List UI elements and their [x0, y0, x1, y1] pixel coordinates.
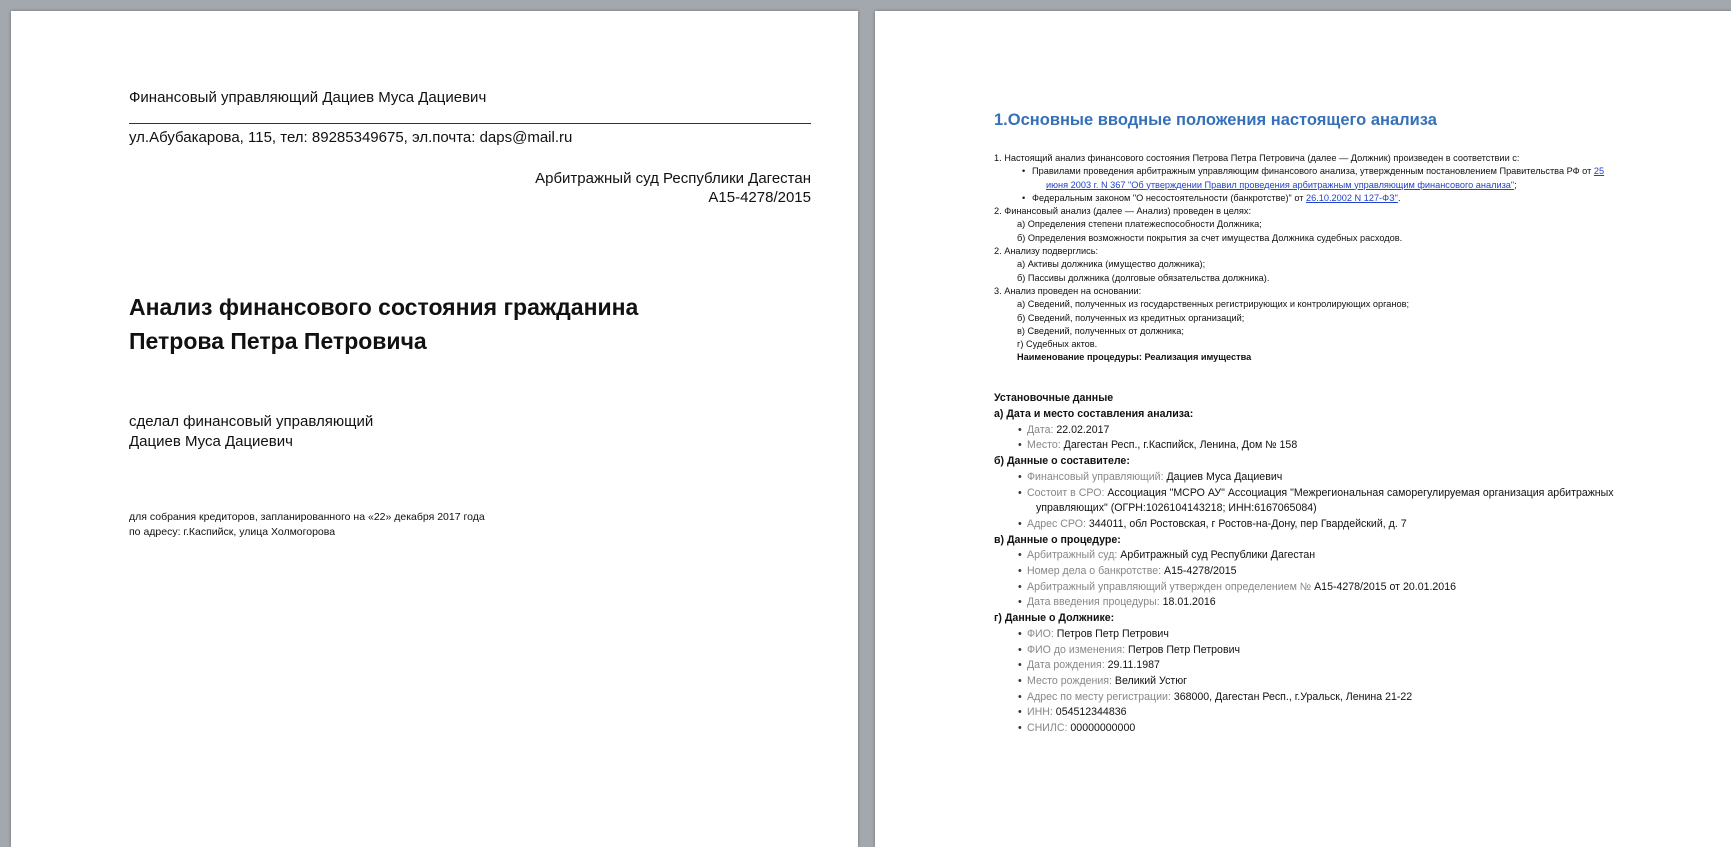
intro-text: а) Определения степени платежеспособности Должника; — [1017, 219, 1262, 230]
intro-line — [994, 272, 1694, 285]
address-line: ул.Абубакарова, 115, тел: 89285349675, эл.почта: daps@mail.ru — [129, 129, 573, 146]
setup-item-value: 054512344836 — [1052, 706, 1127, 719]
header-rule — [129, 123, 811, 124]
intro-line — [994, 258, 1694, 271]
setup-item — [994, 486, 1694, 502]
setup-item-label: Дата рождения: — [1027, 659, 1105, 672]
setup-item-label: СНИЛС: — [1027, 722, 1068, 735]
setup-item-label: Состоит в СРО: — [1027, 486, 1105, 499]
intro-tail: ; — [1514, 179, 1517, 190]
setup-item — [994, 470, 1694, 486]
setup-item-value: Дациев Муса Дациевич — [1163, 470, 1283, 483]
intro-text: б) Сведений, полученных из кредитных организаций; — [1017, 312, 1245, 323]
setup-item-continuation: управляющих" (ОГРН:1026104143218; ИНН:6167065084) — [1036, 502, 1317, 515]
case-number: А15-4278/2015 — [708, 189, 811, 206]
setup-title: Установочные данные — [994, 392, 1114, 404]
setup-item — [994, 595, 1694, 611]
document-title-line-1: Анализ финансового состояния гражданина — [129, 294, 639, 320]
intro-link[interactable]: 25 — [1593, 166, 1605, 177]
intro-line — [994, 179, 1694, 192]
setup-item-value: 22.02.2017 — [1053, 423, 1110, 436]
intro-link[interactable]: июня 2003 г. N 367 "Об утверждении Правил проведения арбитражным управляющим финансового анализа" — [1046, 179, 1515, 190]
setup-item — [994, 423, 1694, 439]
intro-line — [994, 325, 1694, 338]
setup-item — [994, 580, 1694, 596]
intro-line — [994, 351, 1694, 364]
document-page-2 — [875, 11, 1731, 847]
setup-heading: б) Данные о составителе: — [994, 455, 1130, 468]
intro-text: Правилами проведения арбитражным управляющим финансового анализа, утвержденным постановлением Правительства РФ от — [1032, 166, 1594, 177]
setup-item — [994, 564, 1694, 580]
setup-item-label: Место рождения: — [1027, 674, 1112, 687]
setup-heading: г) Данные о Должнике: — [994, 612, 1115, 625]
intro-text: б) Определения возможности покрытия за счет имущества Должника судебных расходов. — [1017, 232, 1403, 243]
intro-line — [994, 245, 1694, 258]
intro-link[interactable]: 26.10.2002 N 127-ФЗ" — [1306, 192, 1398, 203]
intro-line — [994, 152, 1694, 165]
section-title: 1.Основные вводные положения настоящего анализа — [994, 111, 1437, 129]
setup-item-value: 344011, обл Ростовская, г Ростов-на-Дону, пер Гвардейский, д. 7 — [1085, 517, 1407, 530]
intro-line — [994, 232, 1694, 245]
court-name: Арбитражный суд Республики Дагестан — [535, 170, 811, 187]
setup-item — [994, 705, 1694, 721]
intro-text: а) Активы должника (имущество должника); — [1017, 259, 1206, 270]
setup-item — [994, 627, 1694, 643]
intro-text: 3. Анализ проведен на основании: — [994, 285, 1142, 296]
intro-block — [994, 152, 1694, 365]
setup-item-label: Дата: — [1027, 423, 1054, 436]
intro-line — [994, 205, 1694, 218]
intro-text: Наименование процедуры: Реализация имущества — [1017, 352, 1252, 363]
made-by-line-2: Дациев Муса Дациевич — [129, 433, 293, 450]
setup-item-value: 18.01.2016 — [1159, 596, 1216, 609]
document-title-line-2: Петрова Петра Петровича — [129, 328, 427, 354]
setup-item-label: Финансовый управляющий: — [1027, 470, 1164, 483]
intro-text: Федеральным законом "О несостоятельности (банкротстве)" от — [1032, 192, 1307, 203]
intro-text: а) Сведений, полученных из государственных регистрирующих и контролирующих органов; — [1017, 299, 1409, 310]
made-by-line-1: сделал финансовый управляющий — [129, 413, 374, 430]
setup-block — [994, 407, 1694, 737]
setup-item — [994, 690, 1694, 706]
setup-item-label: ИНН: — [1027, 706, 1053, 719]
setup-item-value: А15-4278/2015 от 20.01.2016 — [1311, 580, 1456, 593]
setup-item-value: Петров Петр Петрович — [1053, 627, 1169, 640]
intro-line — [994, 298, 1694, 311]
meeting-line-2: по адресу: г.Каспийск, улица Холмогорова — [129, 526, 336, 538]
setup-item-value: А15-4278/2015 — [1161, 565, 1237, 578]
intro-line — [994, 165, 1694, 178]
setup-item-label: ФИО до изменения: — [1027, 643, 1126, 656]
document-page-1 — [11, 11, 858, 847]
setup-item-value: Великий Устюг — [1111, 674, 1188, 687]
setup-item-value: 29.11.1987 — [1104, 659, 1160, 672]
intro-tail: . — [1397, 192, 1401, 203]
setup-item-label: Арбитражный управляющий утвержден определением № — [1027, 580, 1312, 593]
setup-item — [994, 517, 1694, 533]
intro-line — [994, 218, 1694, 231]
setup-item-value: 368000, Дагестан Респ., г.Уральск, Ленина 21-22 — [1170, 690, 1413, 703]
setup-item-value: Дагестан Респ., г.Каспийск, Ленина, Дом № 158 — [1060, 439, 1298, 452]
setup-item-label: Арбитражный суд: — [1027, 549, 1118, 562]
setup-item — [994, 548, 1694, 564]
setup-item-label: Место: — [1027, 439, 1061, 452]
setup-item-value: 00000000000 — [1067, 722, 1136, 735]
setup-item — [994, 643, 1694, 659]
setup-heading: а) Дата и место составления анализа: — [994, 408, 1194, 420]
setup-item-value: Ассоциация "МСРО АУ" Ассоциация "Межрегиональная саморегулируемая организация арбитражных — [1104, 486, 1614, 499]
setup-heading: в) Данные о процедуре: — [994, 533, 1121, 546]
intro-line — [994, 338, 1694, 351]
setup-item-label: Адрес по месту регистрации: — [1027, 690, 1171, 703]
intro-text: 2. Анализу подверглись: — [994, 246, 1099, 257]
setup-item — [994, 674, 1694, 690]
intro-text: б) Пассивы должника (долговые обязательства должника). — [1017, 272, 1270, 283]
setup-item-label: Адрес СРО: — [1027, 517, 1086, 530]
meeting-line-1: для собрания кредиторов, запланированного на «22» декабря 2017 года — [129, 511, 485, 523]
setup-item — [994, 438, 1694, 454]
setup-item — [994, 721, 1694, 737]
setup-item-value: Петров Петр Петрович — [1125, 643, 1241, 656]
setup-item-label: ФИО: — [1027, 627, 1054, 640]
intro-text: 2. Финансовый анализ (далее — Анализ) проведен в целях: — [994, 206, 1252, 217]
intro-line — [994, 285, 1694, 298]
setup-item-label: Номер дела о банкротстве: — [1027, 565, 1162, 578]
intro-text: 1. Настоящий анализ финансового состояния Петрова Петра Петровича (далее — Должник) произведен в соответствии с: — [994, 153, 1520, 163]
intro-line — [994, 192, 1694, 205]
intro-text: в) Сведений, полученных от должника; — [1017, 325, 1184, 336]
setup-item-label: Дата введения процедуры: — [1027, 596, 1160, 609]
intro-text: г) Судебных актов. — [1017, 339, 1098, 350]
setup-item — [994, 658, 1694, 674]
setup-item-value: Арбитражный суд Республики Дагестан — [1117, 549, 1316, 562]
intro-line — [994, 312, 1694, 325]
header-manager: Финансовый управляющий Дациев Муса Дациевич — [129, 89, 487, 106]
